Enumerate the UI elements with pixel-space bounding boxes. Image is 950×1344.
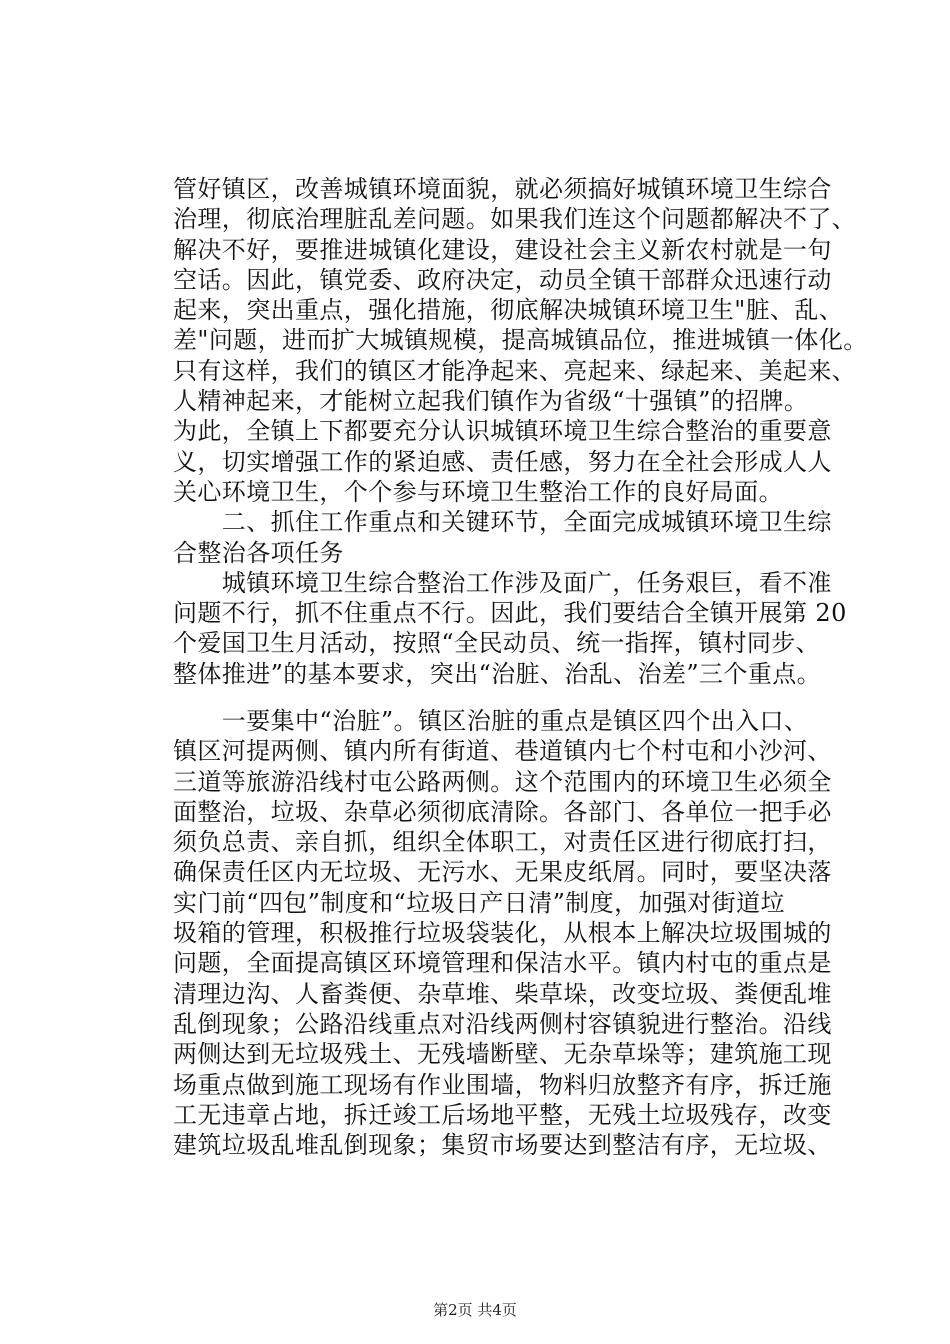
- text-line: 起来，突出重点，强化措施，彻底解决城镇环境卫生"脏、乱、: [173, 296, 844, 325]
- text-line: 面整治，垃圾、杂草必须彻底清除。各部门、各单位一把手必: [173, 797, 832, 826]
- text-line: 问题，全面提高镇区环境管理和保洁水平。镇内村屯的重点是: [173, 949, 832, 978]
- text-line: 确保责任区内无垃圾、无污水、无果皮纸屑。同时，要坚决落: [173, 858, 832, 887]
- text-line: 三道等旅游沿线村屯公路两侧。这个范围内的环境卫生必须全: [173, 767, 832, 796]
- text-line: 乱倒现象；公路沿线重点对沿线两侧村容镇貌进行整治。沿线: [173, 1009, 832, 1038]
- text-line: 治理，彻底治理脏乱差问题。如果我们连这个问题都解决不了、: [173, 205, 857, 234]
- text-line: 须负总责、亲自抓，组织全体职工，对责任区进行彻底打扫，: [173, 828, 832, 857]
- text-line: 建筑垃圾乱堆乱倒现象；集贸市场要达到整洁有序，无垃圾、: [173, 1131, 832, 1160]
- text-line: 人精神起来，才能树立起我们镇作为省级“十强镇”的招牌。: [173, 387, 809, 416]
- text-line: 为此，全镇上下都要充分认识城镇环境卫生综合整治的重要意: [173, 417, 832, 446]
- section-heading-line: 二、抓住工作重点和关键环节，全面完成城镇环境卫生综: [173, 508, 832, 537]
- text-line: 差"问题，进而扩大城镇规模，提高城镇品位，推进城镇一体化。: [173, 326, 868, 355]
- text-line: 空话。因此，镇党委、政府决定，动员全镇干部群众迅速行动: [173, 265, 832, 294]
- text-line: 工无违章占地，拆迁竣工后场地平整，无残土垃圾残存，改变: [173, 1100, 832, 1129]
- page-footer: 第2页 共4页: [433, 1301, 517, 1319]
- text-line: 两侧达到无垃圾残土、无残墙断壁、无杂草垛等；建筑施工现: [173, 1040, 832, 1069]
- text-line: 一要集中“治脏”。镇区治脏的重点是镇区四个出入口、: [173, 707, 809, 735]
- text-line: 关心环境卫生，个个参与环境卫生整治工作的良好局面。: [173, 477, 783, 506]
- text-line: 实门前“四包”制度和“垃圾日产日清”制度，加强对街道垃: [173, 888, 785, 917]
- section-heading-line: 合整治各项任务: [173, 538, 344, 567]
- body-text-section-2: [173, 706, 853, 1160]
- text-line: 问题不行，抓不住重点不行。因此，我们要结合全镇开展第 20: [173, 599, 847, 628]
- text-line: 清理边沟、人畜粪便、杂草堆、柴草垛，改变垃圾、粪便乱堆: [173, 979, 832, 1008]
- text-line: 圾箱的管理，积极推行垃圾袋装化，从根本上解决垃圾围城的: [173, 919, 832, 948]
- text-line: 场重点做到施工现场有作业围墙，物料归放整齐有序，拆迁施: [173, 1070, 832, 1099]
- text-line: 城镇环境卫生综合整治工作涉及面广，任务艰巨，看不准: [173, 568, 832, 597]
- body-text-section-1: [173, 174, 868, 689]
- text-line: 解决不好，要推进城镇化建设，建设社会主义新农村就是一句: [173, 235, 832, 264]
- text-line: 整体推进”的基本要求，突出“治脏、治乱、治差”三个重点。: [173, 659, 822, 688]
- text-line: 镇区河提两侧、镇内所有街道、巷道镇内七个村屯和小沙河、: [173, 737, 832, 766]
- text-line: 义，切实增强工作的紧迫感、责任感，努力在全社会形成人人: [173, 447, 832, 476]
- text-line: 只有这样，我们的镇区才能净起来、亮起来、绿起来、美起来、: [173, 356, 857, 385]
- text-line: 管好镇区，改善城镇环境面貌，就必须搞好城镇环境卫生综合: [173, 175, 832, 203]
- text-line: 个爱国卫生月活动，按照“全民动员、统一指挥，镇村同步、: [173, 629, 821, 658]
